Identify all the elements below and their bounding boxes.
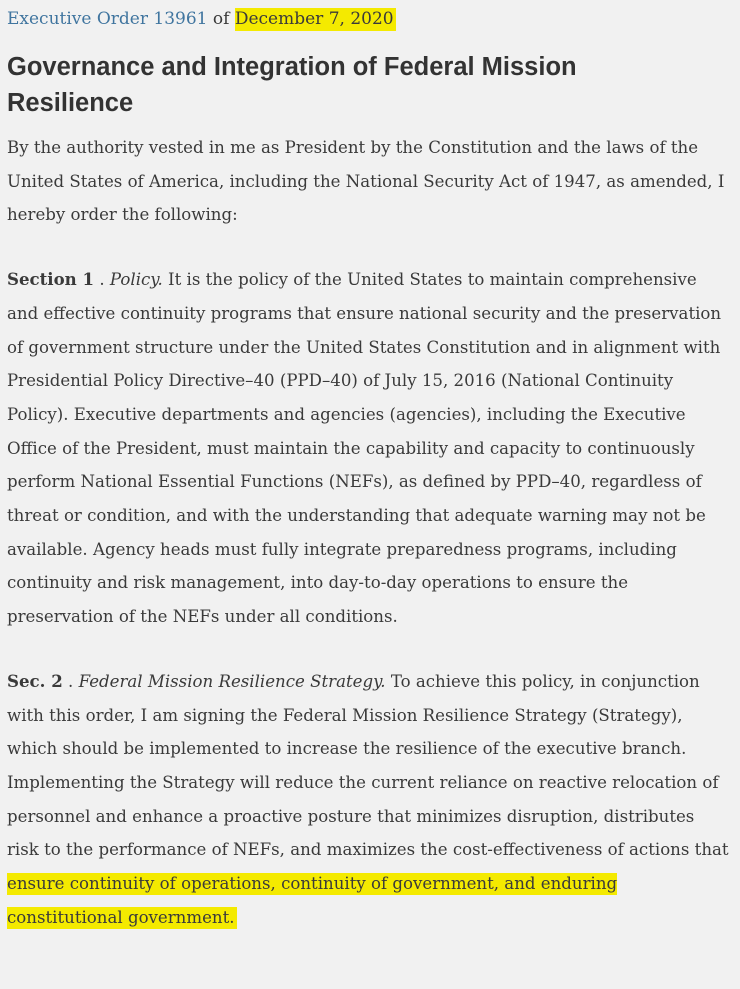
section-1-title: Policy. bbox=[109, 270, 163, 290]
section-2-paragraph bbox=[7, 665, 731, 935]
section-2-text: To achieve this policy, in conjunction with this order, I am signing the Federal Mission Resilience Strategy (Strategy), which should be implemented to increase the resilience of the executive branch. Implementing the Strategy will reduce the current reliance on reactive relocation of personnel and enhance a proactive posture that minimizes disruption, distributes risk to the performance of NEFs, and maximizes the cost-effectiveness of actions that bbox=[7, 671, 729, 860]
intro-paragraph: By the authority vested in me as President by the Constitution and the laws of the United States of America, including the National Security Act of 1947, as amended, I hereby order the following: bbox=[7, 138, 725, 225]
section-2-highlight: ensure continuity of operations, continuity of government, and enduring constitutional government. bbox=[7, 874, 618, 927]
page-title: Governance and Integration of Federal Mission Resilience bbox=[7, 53, 577, 117]
section-1-text: It is the policy of the United States to maintain comprehensive and effective continuity programs that ensure national security and the preservation of government structure under the United States Constitution and in alignment with Presidential Policy Directive–40 (PPD–40) of July 15, 2016 (National Continuity Policy). Executive departments and agencies (agencies), including the Executive Office of the President, must maintain the capability and capacity to continuously perform National Essential Functions (NEFs), as defined by PPD–40, regardless of threat or condition, and with the understanding that adequate warning may not be available. Agency heads must fully integrate preparedness programs, including continuity and risk management, into day-to-day operations to ensure the preservation of the NEFs under all conditions. bbox=[7, 270, 722, 627]
section-2-title: Federal Mission Resilience Strategy. bbox=[78, 671, 386, 691]
order-date: December 7, 2020 bbox=[234, 9, 394, 29]
section-2-separator: . bbox=[68, 671, 74, 691]
section-1-number: Section 1 bbox=[7, 269, 95, 290]
section-2-number: Sec. 2 bbox=[7, 670, 63, 691]
section-1-paragraph bbox=[7, 263, 731, 634]
section-1-separator: . bbox=[99, 270, 105, 290]
executive-order-link[interactable]: Executive Order 13961 bbox=[7, 9, 208, 29]
order-citation bbox=[7, 7, 740, 32]
of-text: of bbox=[212, 9, 230, 29]
